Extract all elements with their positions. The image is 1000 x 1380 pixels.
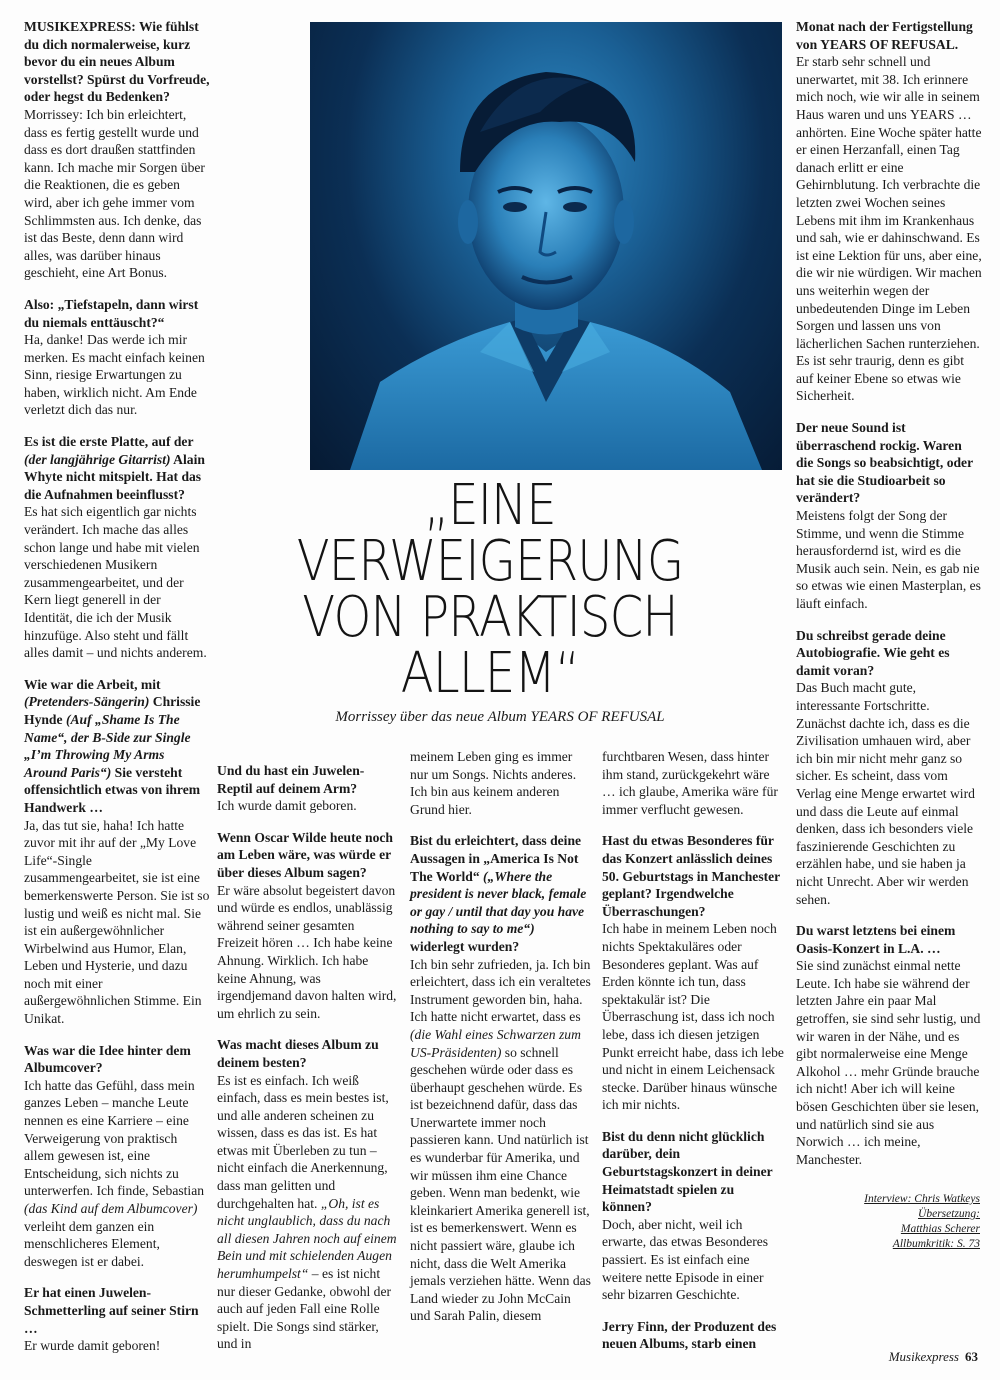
qa-block	[796, 922, 982, 1168]
answer: Meistens folgt der Song der Stimme, und wenn die Stimme herausfordernd ist, wird es die Musik auch sein. Nein, es gab nie so etwas wie einen Masterplan, es läuft einfach.	[796, 508, 981, 611]
answer: Es ist es einfach. Ich weiß einfach, dass es mein bestes ist, und alle anderen scheinen zu wissen, dass es das ist. Es hat etwas mit Überleben zu tun – nicht einfach die Anerkennung, dass man gelitten und durchgehalten hat. „Oh, ist es nicht unglaublich, dass du nach all diesen Jahren noch auf einem Bein und mit schielenden Augen herumhumpelst“ – es ist nicht nur dieser Gedanke, obwohl der auch auf jeden Fall eine Rolle spielt. Die Songs sind stärker, und in	[217, 1072, 397, 1352]
headline-line: VERWEIGERUNG	[296, 529, 684, 594]
text-column-3	[410, 748, 592, 1339]
deck-subtitle: Morrissey über das neue Album YEARS OF REFUSAL	[335, 709, 665, 725]
footer-magazine: Musikexpress	[888, 1349, 959, 1364]
qa-block	[217, 1036, 397, 1353]
qa-block	[24, 676, 210, 1028]
answer: Ich wurde damit geboren.	[217, 798, 357, 814]
question: Jerry Finn, der Produzent des neuen Albums, starb einen	[602, 1318, 777, 1352]
portrait-photo	[310, 22, 782, 470]
answer: meinem Leben ging es immer nur um Songs. Nichts anderes. Ich bin aus keinem anderen Grund hier.	[410, 749, 577, 817]
credit-interview: Interview: Chris Watkeys	[864, 1193, 980, 1205]
qa-block	[602, 748, 784, 818]
question: Es ist die erste Platte, auf der (der langjährige Gitarrist) Alain Whyte nicht mitspielt. Hat das die Aufnahmen beeinflusst?	[24, 434, 205, 502]
text-column-2	[217, 762, 397, 1367]
question: Er hat einen Juwelen-Schmetterling auf seiner Stirn …	[24, 1285, 199, 1336]
question: Der neue Sound ist überraschend rockig. Waren die Songs so beabsichtigt, oder hat sie die Studioarbeit so verändert?	[796, 420, 973, 506]
question: Du warst letztens bei einem Oasis-Konzert in L.A. …	[796, 923, 956, 956]
question: Monat nach der Fertigstellung von YEARS OF REFUSAL.	[796, 19, 973, 52]
answer: Er starb sehr schnell und unerwartet, mit 38. Ich erinnere mich noch, wie wir alle in seinem Haus waren und uns YEARS … anhörten. Eine Woche später hatte er einen Herzanfall, einen Tag danach erlitt er eine Gehirnblutung. Ich verbrachte die letzten zwei Wochen seines Lebens mit ihm im Krankenhaus und sah, wie er dahinschwand. Es ist eine Lektion für uns, aber eine, die wir nie würdigen. Wir machen uns weiterhin wegen der unbedeutenden Dinge im Leben Sorgen und lassen uns von lächerlichen Sachen runterziehen. Es ist sehr traurig, denn es gibt auf keiner Ebene so etwas wie Sicherheit.	[796, 54, 982, 404]
credit-translation-label: Übersetzung:	[918, 1208, 980, 1220]
answer: furchtbaren Wesen, dass hinter ihm stand, zurückgekehrt wäre … ich glaube, Amerika wäre für immer verflucht gewesen.	[602, 749, 778, 817]
question: Wenn Oscar Wilde heute noch am Leben wäre, was würde er über dieses Album sagen?	[217, 829, 393, 880]
credit-review-ref: Allbumkritik: S. 73	[892, 1238, 980, 1250]
answer: Sie sind zunächst einmal nette Leute. Ich habe sie während der letzten Jahre ein paar Mal getroffen, sie sind sehr lustig, und wir waren in der Nähe, und es gibt normalerweise eine Menge Alkohol … mehr Gründe brauche ich nicht! Aber ich will keine bösen Geschichten über sie lesen, und natürlich sind sie aus Norwich … ich meine, Manchester.	[796, 958, 981, 1167]
question: Wie war die Arbeit, mit (Pretenders-Sängerin) Chrissie Hynde (Auf „Shame Is The Name“, der B-Side zur Single „I’m Throwing My Arms Around Paris“) Sie versteht offensichtlich etwas von ihrem Handwerk …	[24, 676, 201, 815]
qa-block	[24, 433, 210, 662]
qa-block	[410, 832, 592, 1325]
headline-line: „EINE	[424, 473, 556, 538]
answer: Doch, aber nicht, weil ich erwarte, das etwas Besonderes passiert. Es ist einfach eine weitere nette Episode in einer sehr bizarren Geschichte.	[602, 1216, 769, 1303]
text-column-1	[24, 18, 210, 1369]
qa-block	[24, 1284, 210, 1354]
question: MUSIKEXPRESS: Wie fühlst du dich normalerweise, kurz bevor du ein neues Album vorstellst? Spürst du Vorfreude, oder hegst du Bedenken?	[24, 19, 210, 105]
credit-translator: Matthias Scherer	[900, 1223, 980, 1235]
portrait-illustration	[310, 22, 782, 470]
watermark-glyph	[222, 150, 235, 196]
answer: Ich habe in meinem Leben noch nichts Spektakuläres oder Besonderes geplant. Was auf Erden könnte ich tun, dass spektakulär ist? Die Überraschung ist, dass ich noch lebe, dass ich diesen jetzigen Punkt erreicht habe, dass ich lebe und nicht in einem Leichensack stecke. Darüber hinaus wünsche ich mir nichts.	[602, 921, 784, 1113]
qa-block	[217, 762, 397, 815]
qa-block	[24, 18, 210, 282]
qa-block	[796, 627, 982, 909]
question: Bist du denn nicht glücklich darüber, dein Geburtstagskonzert in deiner Heimatstadt spielen zu können?	[602, 1128, 773, 1215]
headline	[284, 473, 697, 706]
answer: Er wurde damit geboren!	[24, 1338, 161, 1354]
qa-block	[602, 1318, 784, 1353]
text-column-5	[796, 18, 982, 1182]
page-footer	[820, 1349, 978, 1365]
question: Du schreibst gerade deine Autobiografie. Wie geht es damit voran?	[796, 627, 950, 678]
answer: Morrissey: Ich bin erleichtert, dass es fertig gestellt wurde und dass es dort draußen stattfinden kann. Ich mache mir Sorgen über die Reaktionen, die es geben wird, aber ich gehe immer vom Schlimmsten aus. Ich denke, das ist das Beste, denn dann wird alles, was darüber hinaus geschieht, eine Art Bonus.	[24, 106, 205, 281]
question: Und du hast ein Juwelen-Reptil auf deinem Arm?	[217, 763, 365, 796]
qa-block	[410, 748, 592, 818]
qa-block	[217, 829, 397, 1023]
page-number: 63	[965, 1349, 978, 1364]
answer: Ich hatte das Gefühl, dass mein ganzes Leben – manche Leute nennen es eine Karriere – eine Verweigerung von praktisch allem gewesen ist, eine Entscheidung, sich nichts zu unterwerfen. Ich finde, Sebastian (das Kind auf dem Albumcover) verleiht dem ganzen ein menschlicheres Element, deswegen ist er dabei.	[24, 1077, 205, 1269]
qa-block	[602, 1128, 784, 1304]
headline-line: VON PRAKTISCH	[302, 585, 678, 650]
text-column-4	[602, 748, 784, 1367]
magazine-label: MUSIKEXPRESS:	[24, 19, 136, 34]
qa-block	[602, 832, 784, 1114]
qa-block	[796, 419, 982, 613]
answer: Ha, danke! Das werde ich mir merken. Es macht einfach keinen Sinn, riesige Erwartungen zu haben, wirklich nicht. Am Ende verletzt dich das nur.	[24, 332, 205, 418]
question: Also: „Tiefstapeln, dann wirst du niemals enttäuscht?“	[24, 296, 199, 330]
qa-block	[24, 296, 210, 419]
answer: Ich bin sehr zufrieden, ja. Ich bin erleichtert, dass ich ein veraltetes Instrument geworden bin, haha. Ich hatte nicht erwartet, dass es (die Wahl eines Schwarzen zum US-Präsidenten) so schnell geschehen würde oder dass es überhaupt geschehen würde. Es ist bezeichnend dafür, dass das Unerwartete immer noch passieren kann. Und natürlich ist es wunderbar für Amerika, und wir müssen ihm eine Chance geben. Wenn man bedenkt, wie kleinkariert Amerika generell ist, ist es bemerkenswert. Wenn es nicht passiert wäre, glaube ich nicht, dass die Welt Amerika jemals verziehen hätte. Wenn das Land wieder zu John McCain und Sarah Palin, diesem	[410, 956, 591, 1324]
qa-block	[24, 1042, 210, 1271]
question: Hast du etwas Besonderes für das Konzert anlässlich deines 50. Geburtstags in Manchester geplant? Irgendwelche Überraschungen?	[602, 833, 780, 919]
answer: Er wäre absolut begeistert davon und würde es endlos, unablässig während seiner gesamten Freizeit hören … Ich habe keine Ahnung. Wirklich. Ich habe keine Ahnung, was irgendjemand davon halten wird, um ehrlich zu sein.	[217, 882, 397, 1021]
question: Bist du erleichtert, dass deine Aussagen in „America Is Not The World“ („Where the president is never black, female or gay / until that day you have nothing to say to me“) widerlegt wurden?	[410, 833, 587, 954]
question: Was macht dieses Album zu deinem besten?	[217, 1037, 379, 1070]
credits	[800, 1192, 980, 1252]
answer: Ja, das tut sie, haha! Ich hatte zuvor mit ihr auf der „My Love Life“-Single zusammengearbeitet, sie ist eine bemerkenswerte Person. Sie ist so lustig und weiß es nicht mal. Sie ist ein außergewöhnlicher Wirbelwind aus Humor, Elan, Leben und Hysterie, und dazu noch mit einer außergewöhnlichen Stimme. Ein Unikat.	[24, 817, 210, 1027]
headline-line: ALLEM“	[400, 641, 580, 706]
question: Was war die Idee hinter dem Albumcover?	[24, 1042, 191, 1076]
qa-block	[796, 18, 982, 405]
answer: Das Buch macht gute, interessante Fortschritte. Zunächst dachte ich, dass es die Zivilisation umhauen wird, aber ich bin mir nicht mehr ganz so sicher. Es scheint, dass vom Verlag eine Menge erwartet wird und dass die Leute auf einmal denken, dass ich besonders viele faszinierende Geschichten zu erzählen habe, und sie haben ja nicht Unrecht. Aber wir werden sehen.	[796, 680, 975, 907]
answer: Es hat sich eigentlich gar nichts verändert. Ich mache das alles schon lange und habe mit vielen verschiedenen Musikern zusammengearbeitet, und der Kern liegt generell in der Identität, die ich der Musik hinzufüge. Also steht und fällt alles damit – und nichts anderem.	[24, 504, 207, 661]
